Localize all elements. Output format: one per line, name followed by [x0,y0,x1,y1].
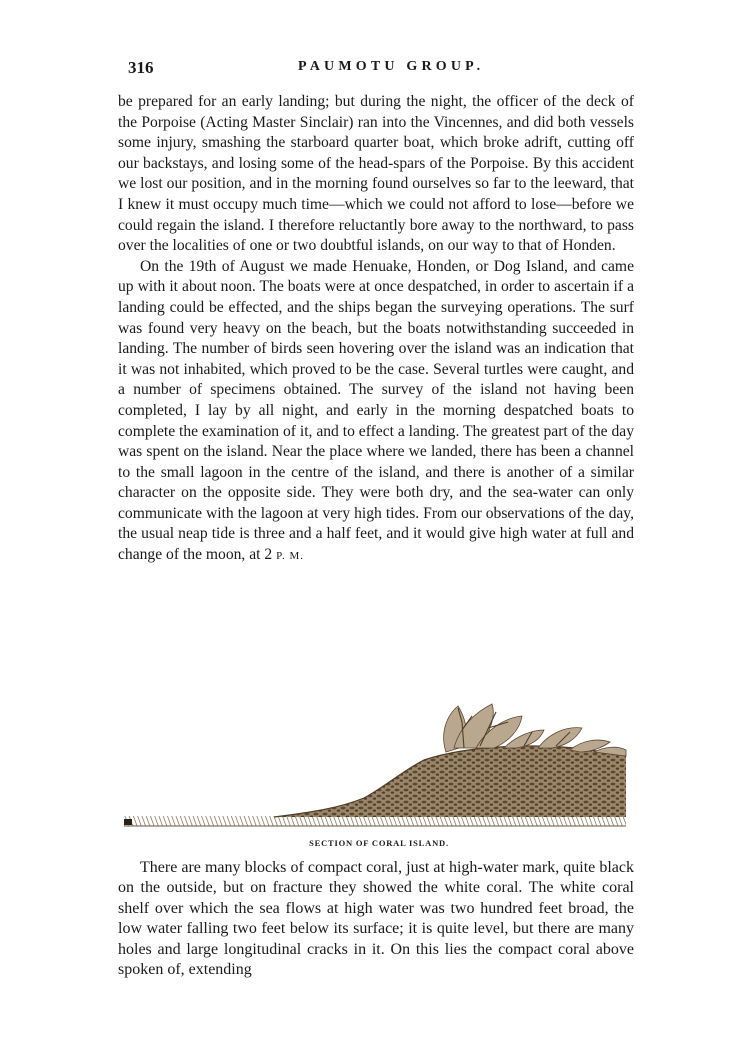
running-head [128,58,638,82]
paragraph-honden [118,257,634,567]
paragraph-coral-blocks: There are many blocks of compact coral, just at high-water mark, quite black on the outside, but on fracture they showed the white coral. The white coral shelf over which the sea flows at high water was two hundred feet broad, the low water falling two feet below its surface; it is quite level, but there are many holes and large longitudinal cracks in it. On this lies the compact coral above spoken of, extending [118,859,634,979]
coral-shelf [124,816,626,826]
page-number: 316 [128,58,154,77]
chapter-header-title: PAUMOTU GROUP. [298,59,485,74]
coral-island-section-engraving [124,686,634,834]
paragraph-honden-text: On the 19th of August we made Henuake, Honden, or Dog Island, and came up with it about noon. The boats were at once despatched, in order to ascertain if a landing could be effected, and the ships began the surveying operations. The surf was found very heavy on the beach, but the boats notwithstanding succeeded in landing. The number of birds seen hovering over the island was an indication that it was not inhabited, which proved to be the case. Several turtles were caught, and a number of specimens obtained. The survey of the island not having been completed, I lay by all night, and early in the morning despatched boats to complete the examination of it, and to effect a landing. The greatest part of the day was spent on the island. Near the place where we landed, there has been a channel to the small lagoon in the centre of the island, and there is another of a similar character on the opposite side. They were both dry, and the sea-water can only communicate with the lagoon at very high tides. From our observations of the day, the usual neap tide is three and a half feet, and it would give high water at full and change of the moon, at 2 [118,257,634,564]
time-suffix: P. M. [276,550,304,563]
paragraph-continued: be prepared for an early landing; but during the night, the officer of the deck of the Porpoise (Acting Master Sinclair) ran into the Vincennes, and did both vessels some injury, smashing the starboard quarter boat, which broke adrift, cutting off our backstays, and losing some of the head-spars of the Porpoise. By this accident we lost our position, and in the morning found ourselves so far to the leeward, that I knew it must occupy much time—which we could not afford to lose—before we could regain the island. I therefore reluctantly bore away to the northward, to pass over the localities of one or two doubtful islands, on our way to that of Honden. [118,93,634,255]
coral-island-mass [274,746,626,817]
body-text-bottom [118,858,634,980]
reef-edge-marker [124,819,132,825]
figure-caption: SECTION OF CORAL ISLAND. [309,838,449,848]
body-text-top [118,92,634,567]
coral-island-illustration [124,686,634,834]
